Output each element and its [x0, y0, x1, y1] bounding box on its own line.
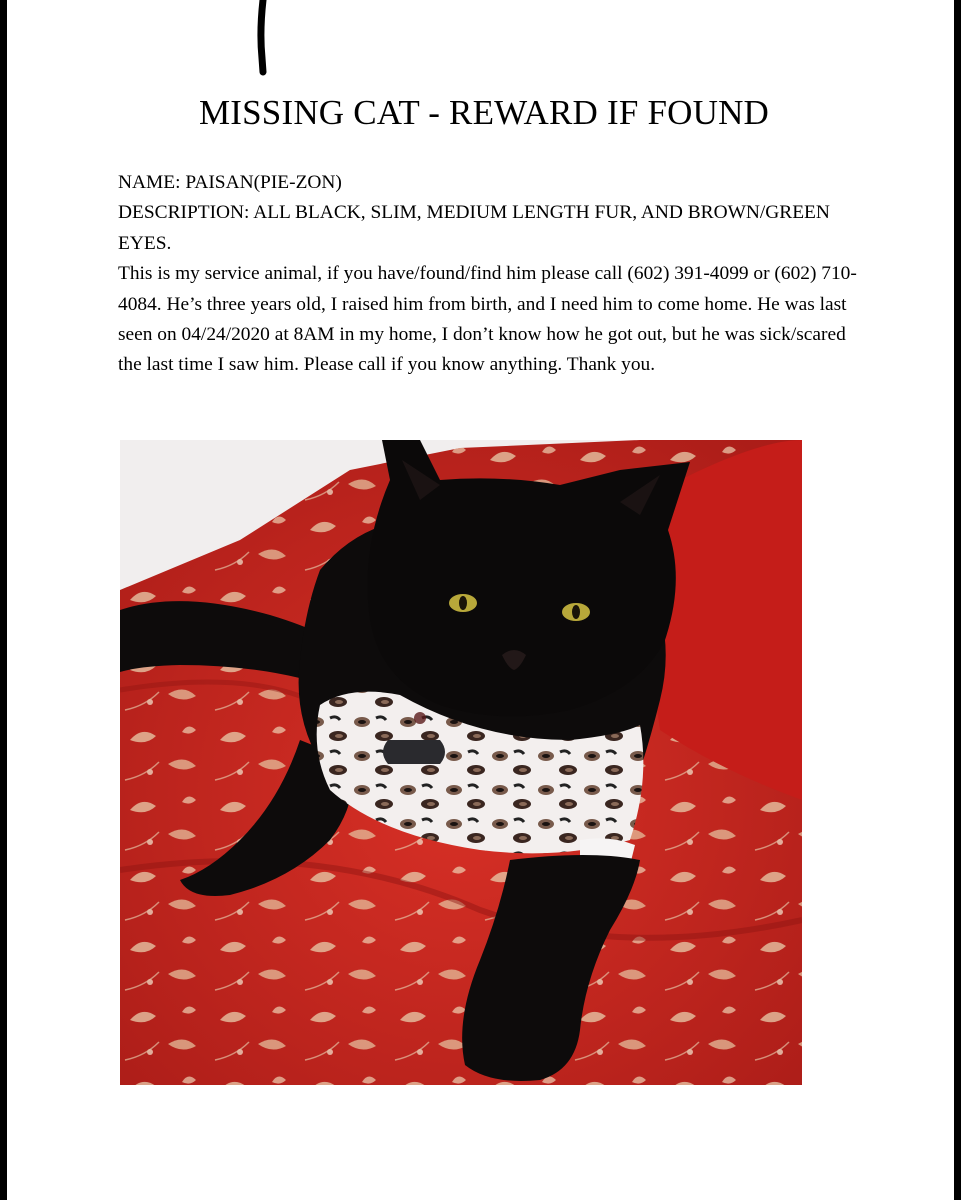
flyer-body: [118, 168, 858, 381]
missing-cat-photo: [120, 440, 802, 1085]
flyer-title: MISSING CAT - REWARD IF FOUND: [198, 93, 770, 132]
pen-stroke-mark: [257, 0, 273, 80]
cat-description-line: DESCRIPTION: ALL BLACK, SLIM, MEDIUM LENGTH FUR, AND BROWN/GREEN EYES.: [118, 202, 830, 254]
flyer-page: [7, 0, 954, 1200]
collar-tag: [383, 740, 445, 764]
cat-name-line: NAME: PAISAN(PIE-ZON): [118, 172, 342, 193]
owner-message: This is my service animal, if you have/found/find him please call (602) 391-4099 or (602) 710-4084. He’s three years old, I raised him from birth, and I need him to come home. He was last seen on 04/24/2020 at 8AM in my home, I don’t know how he got out, but he was sick/scared the last time I saw him. Please call if you know anything. Thank you.: [118, 263, 857, 376]
